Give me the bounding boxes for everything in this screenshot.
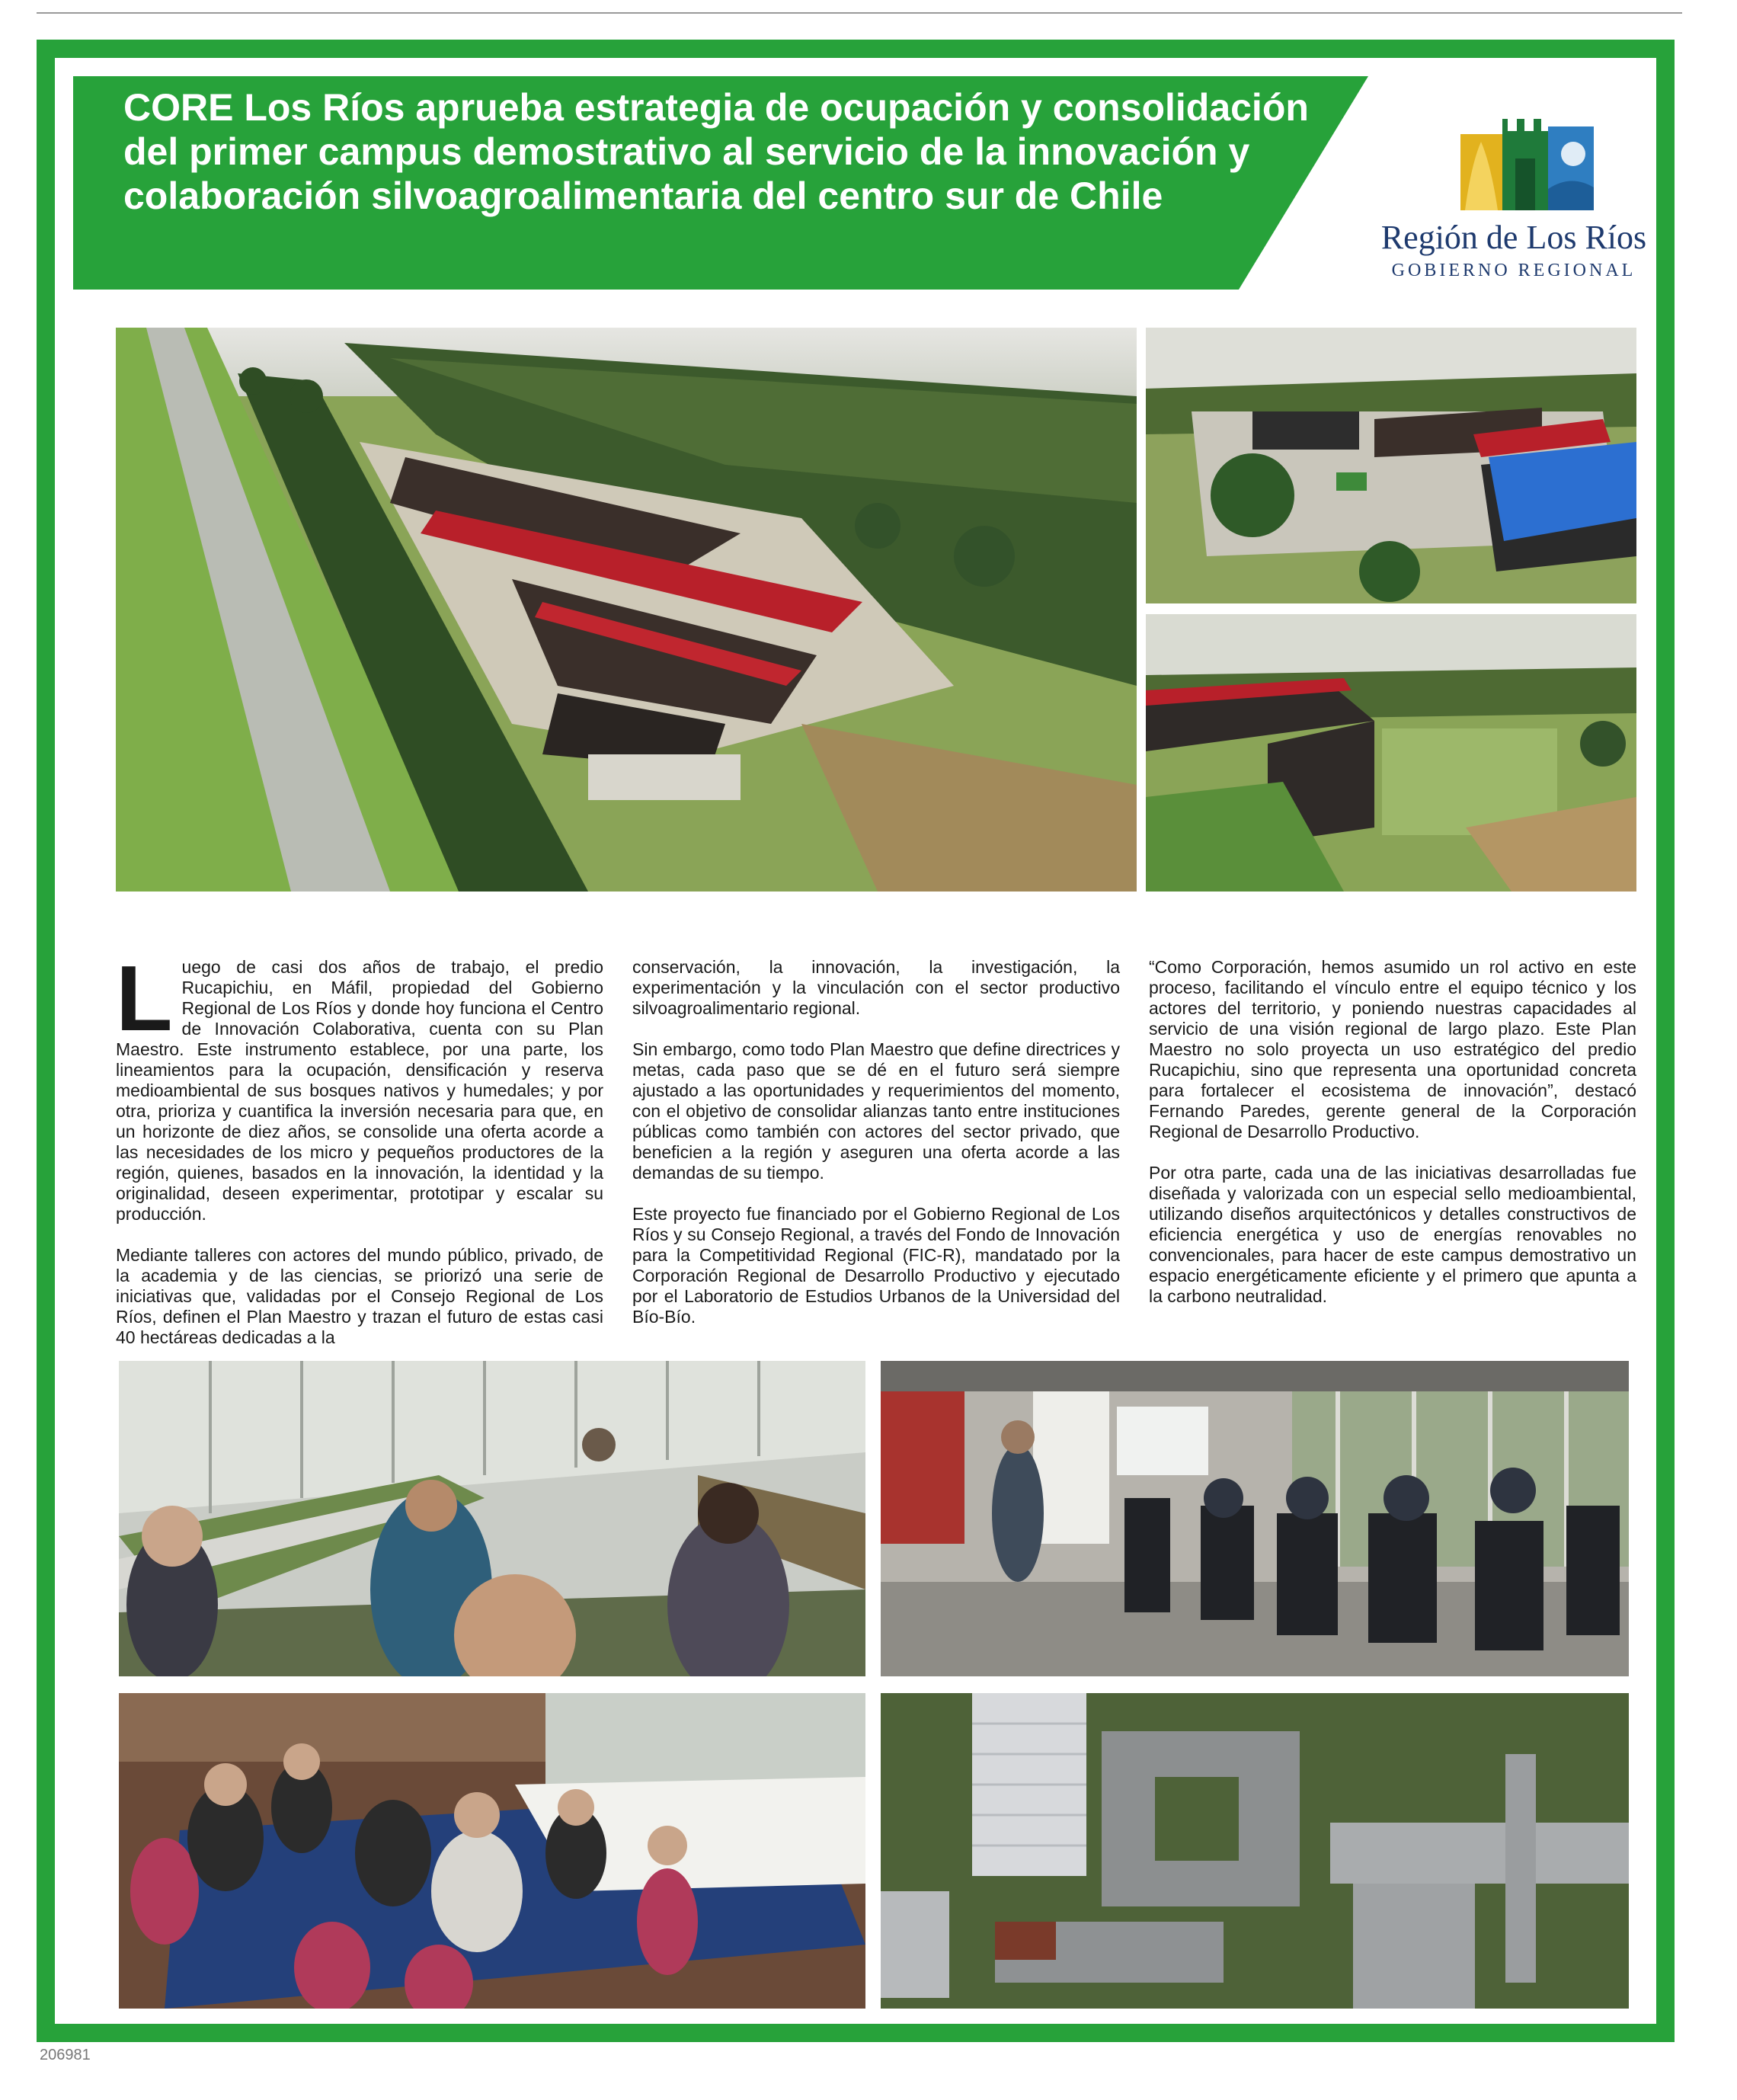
greenhouse-photo [119, 1361, 865, 1676]
campus-aerial-photo [881, 1693, 1629, 2009]
workshop-presentation-photo [881, 1361, 1629, 1676]
article-column-3 [1149, 957, 1636, 1327]
col2-paragraph-1: conservación, la innovación, la investigación, la experimentación y la vinculación con el sector productivo silvoagroalimentario regional. [632, 957, 1120, 1018]
col1-paragraph-1: uego de casi dos años de trabajo, el predio Rucapichiu, en Máfil, propiedad del Gobierno Regional de Los Ríos y donde hoy funciona el Centro de Innovación Colaborativa, cuenta con su Plan Maestro. Este instrumento establece, por una parte, los lineamientos para la ocupación, densificación y reserva medioambiental de sus bosques nativos y humedales; y por otra, prioriza y cuantifica la inversión necesaria para que, en un horizonte de diez años, se consolide una oferta acorde a las necesidades de los micro y pequeños productores de la región, quienes, basados en la innovación, la identidad y la originalidad, deseen experimentar, prototipar y escalar su producción. [116, 957, 603, 1224]
solar-building-render [1146, 328, 1636, 603]
col3-paragraph-2: Por otra parte, cada una de las iniciativas desarrolladas fue diseñada y valorizada con un especial sello medioambiental, utilizando diseños arquitectónicos y detalles constructivos de eficiencia energética y uso de energías renovables no convencionales, para hacer de este campus demostrativo un espacio energéticamente eficiente y el primero que apunta a la carbono neutralidad. [1149, 1163, 1636, 1306]
logo-subtitle: GOBIERNO REGIONAL [1391, 261, 1636, 280]
article-frame [37, 40, 1675, 2042]
col1-paragraph-2: Mediante talleres con actores del mundo público, privado, de la academia y de las ciencias, se priorizó una serie de iniciativas que, validadas por el Consejo Regional de Los Ríos, definen el Plan Maestro y trazan el futuro de estas casi 40 hectáreas dedicadas a la [116, 1245, 603, 1347]
drop-cap: L [116, 946, 173, 1050]
meeting-table-photo [119, 1693, 865, 2009]
article-column-1 [116, 946, 603, 1369]
campus-aerial-render [116, 328, 1137, 892]
footer-code: 206981 [40, 2047, 91, 2063]
logo-emblem-icon [1460, 119, 1598, 210]
col2-paragraph-2: Sin embargo, como todo Plan Maestro que define directrices y metas, cada paso que se dé en el futuro será siempre ajustado a las oportunidades y requerimientos del momento, con el objetivo de consolidar alianzas tanto entre instituciones públicas como también con actores del sector privado, que beneficien a la región y aseguren una oferta acorde a las demandas de su tiempo. [632, 1039, 1120, 1183]
courtyard-render [1146, 614, 1636, 892]
logo-title: Región de Los Ríos [1380, 219, 1647, 256]
article-headline: CORE Los Ríos aprueba estrategia de ocupación y consolidación del primer campus demostrativo al servicio de la innovación y colaboración silvoagroalimentaria del centro sur de Chile [123, 86, 1309, 217]
col2-paragraph-3: Este proyecto fue financiado por el Gobierno Regional de Los Ríos y su Consejo Regional, a través del Fondo de Innovación para la Competitividad Regional (FIC-R), mandatado por la Corporación Regional de Desarrollo Productivo y ejecutado por el Laboratorio de Estudios Urbanos de la Universidad del Bío-Bío. [632, 1204, 1120, 1327]
col3-paragraph-1: “Como Corporación, hemos asumido un rol activo en este proceso, facilitando el vínculo entre el equipo técnico y los actores del territorio, y poniendo nuestras capacidades al servicio de una visión regional de largo plazo. Este Plan Maestro no solo proyecta un uso estratégico del predio Rucapichiu, sino que representa una oportunidad concreta para fortalecer el ecosistema de innovación”, destacó Fernando Paredes, gerente general de la Corporación Regional de Desarrollo Productivo. [1149, 957, 1636, 1141]
top-rule [37, 12, 1682, 14]
article-column-2 [632, 957, 1120, 1348]
region-logo [1365, 119, 1662, 294]
